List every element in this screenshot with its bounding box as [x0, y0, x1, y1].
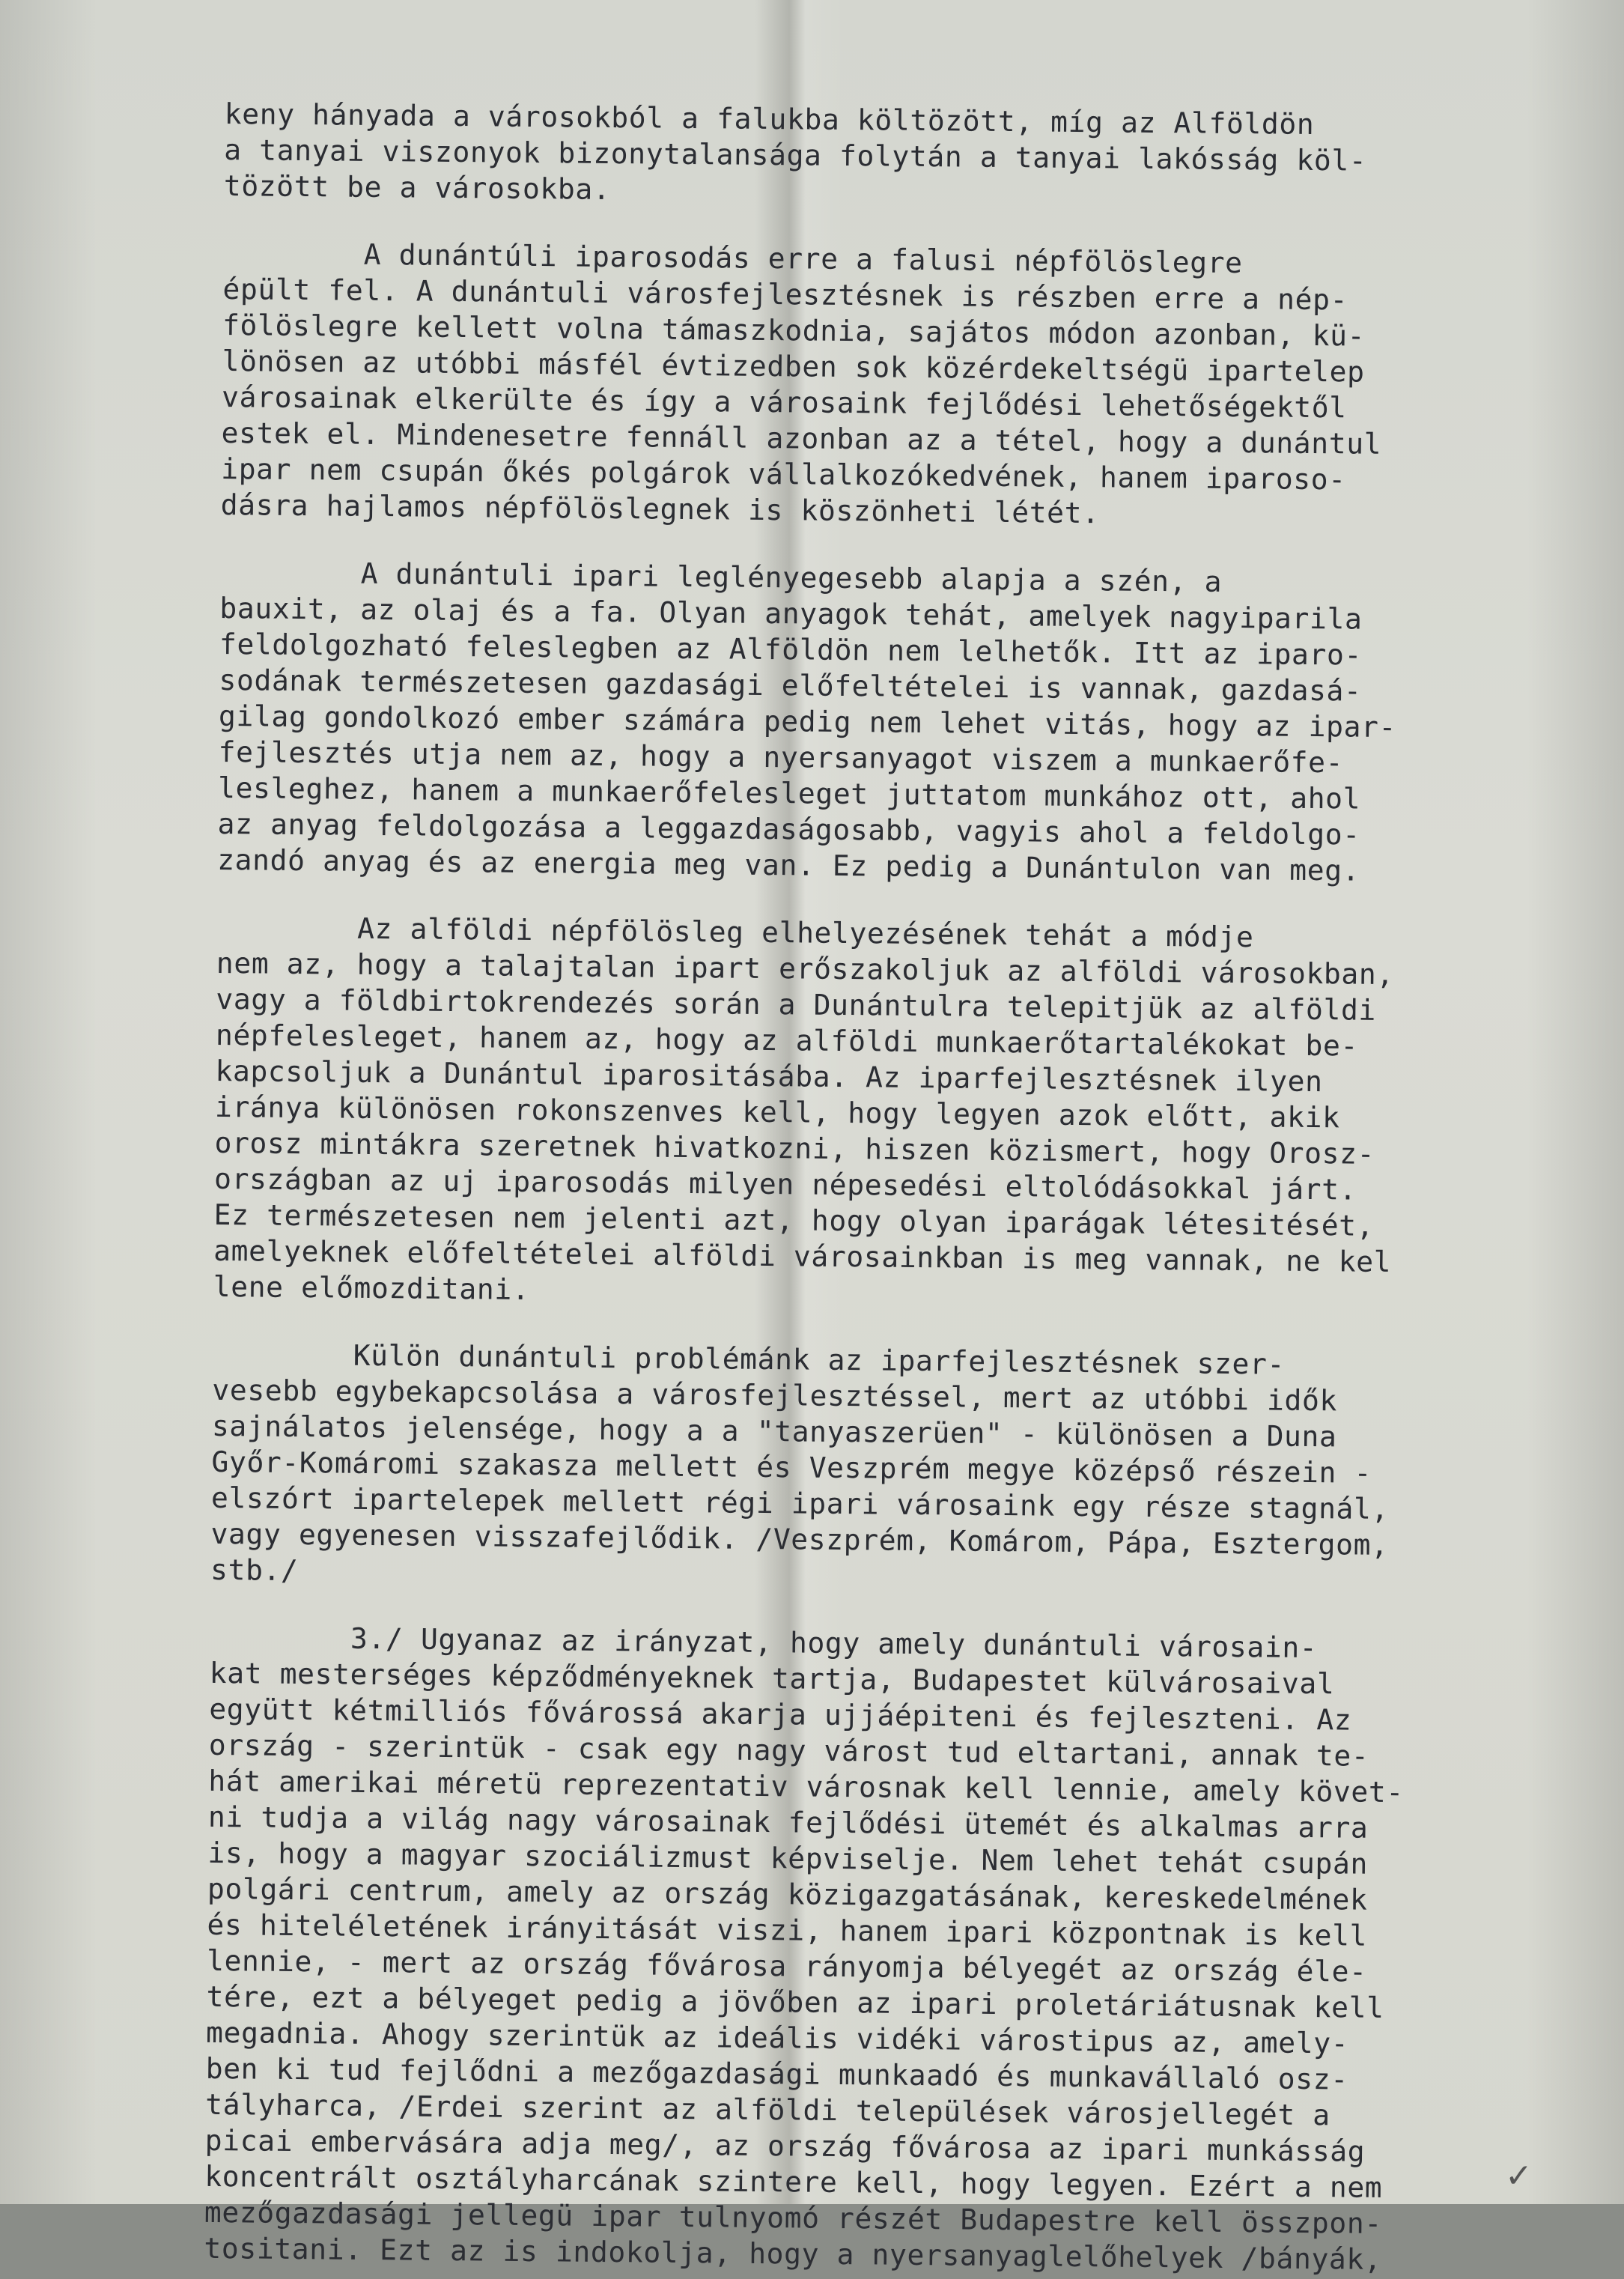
- text-line: tözött be a városokba.: [223, 169, 611, 206]
- text-line: megadnia. Ahogy szerintük az ideális vidéki várostipus az, amely-: [205, 2015, 1349, 2060]
- text-line: ben ki tud fejlődni a mezőgazdasági munkaadó és munkavállaló osz-: [205, 2051, 1348, 2096]
- text-line: kapcsoljuk a Dunántul iparositásába. Az iparfejlesztésnek ilyen: [215, 1054, 1323, 1099]
- text-line: sajnálatos jelensége, hogy a a "tanyaszerüen" - különösen a Duna: [211, 1409, 1337, 1454]
- text-line: Az alföldi népfölösleg elhelyezésének tehát a módje: [216, 910, 1254, 954]
- text-line: fölöslegre kellett volna támaszkodnia, sajátos módon azonban, kü-: [222, 308, 1366, 353]
- text-line: fejlesztés utja nem az, hogy a nyersanyagot viszem a munkaerőfe-: [218, 735, 1344, 780]
- text-line: vesebb egybekapcsolása a városfejlesztéssel, mert az utóbbi idők: [212, 1373, 1338, 1418]
- text-line: a tanyai viszonyok bizonytalansága folytán a tanyai lakósság köl-: [224, 133, 1367, 177]
- text-line: Ez természetesen nem jelenti azt, hogy olyan iparágak létesitését,: [213, 1198, 1375, 1242]
- document-body: [204, 96, 1572, 2279]
- text-line: népfelesleget, hanem az, hogy az alföldi munkaerőtartalékokat be-: [215, 1018, 1359, 1063]
- text-line: zandó anyag és az energia meg van. Ez pedig a Dunántulon van meg.: [216, 843, 1360, 887]
- text-line: Külön dunántuli problémánk az iparfejlesztésnek szer-: [212, 1337, 1286, 1381]
- text-line: estek el. Mindenesetre fennáll azonban az a tétel, hogy a dunántul: [221, 416, 1382, 461]
- text-line: A dunántúli iparosodás erre a falusi népfölöslegre: [222, 236, 1243, 280]
- text-line: hát amerikai méretü reprezentativ városnak kell lennie, amely követ-: [208, 1764, 1405, 1809]
- text-line: vagy egyenesen visszafejlődik. /Veszprém, Komárom, Pápa, Esztergom,: [210, 1517, 1389, 1562]
- text-line: együtt kétmilliós fővárossá akarja ujjáépiteni és fejleszteni. Az: [209, 1692, 1352, 1737]
- text-line: picai embervására adja meg/, az ország fővárosa az ipari munkásság: [204, 2123, 1366, 2168]
- text-line: tályharca, /Erdei szerint az alföldi települések városjellegét a: [205, 2087, 1330, 2132]
- text-line: amelyeknek előfeltételei alföldi városainkban is meg vannak, ne kel: [213, 1233, 1392, 1279]
- text-line: ni tudja a világ nagy városainak fejlődési ütemét és alkalmas arra: [207, 1800, 1369, 1845]
- text-line: feldolgozható feleslegben az Alföldön nem lelhetők. Itt az iparo-: [219, 627, 1363, 672]
- text-line: városainak elkerülte és így a városaink fejlődési lehetőségektől: [221, 380, 1347, 425]
- text-line: gilag gondolkozó ember számára pedig nem lehet vitás, hogy az ipar-: [218, 699, 1397, 744]
- check-mark-icon: ✓: [1505, 2157, 1533, 2195]
- text-line: mezőgazdasági jellegü ipar tulnyomó részét Budapestre kell összpon-: [204, 2195, 1383, 2240]
- text-line: lönösen az utóbbi másfél évtizedben sok közérdekeltségü ipartelep: [222, 344, 1365, 389]
- text-line: nem az, hogy a talajtalan ipart erőszakoljuk az alföldi városokban,: [216, 946, 1395, 992]
- paragraph-2: [221, 235, 1572, 535]
- text-line: lennie, - mert az ország fővárosa rányomja bélyegét az ország éle-: [206, 1943, 1367, 1988]
- text-line: is, hogy a magyar szociálizmust képviselje. Nem lehet tehát csupán: [207, 1836, 1369, 1881]
- text-line: bauxit, az olaj és a fa. Olyan anyagok tehát, amelyek nagyiparila: [219, 591, 1363, 636]
- paragraph-1: [224, 96, 1572, 216]
- text-line: épült fel. A dunántuli városfejlesztésnek is részben erre a nép-: [222, 272, 1348, 317]
- paragraph-5: [210, 1336, 1560, 1600]
- text-line: országban az uj iparosodás milyen népesedési eltolódásokkal járt.: [213, 1162, 1357, 1207]
- paragraph-6: [204, 1619, 1557, 2279]
- text-line: ország - szerintük - csak egy nagy várost tud eltartani, annak te-: [208, 1728, 1369, 1773]
- text-line: az anyag feldolgozása a leggazdaságosabb, vagyis ahol a feldolgo-: [217, 807, 1360, 852]
- text-line: vagy a földbirtokrendezés során a Dunántulra telepitjük az alföldi: [216, 982, 1377, 1027]
- text-line: dásra hajlamos népfölöslegnek is köszönheti létét.: [220, 488, 1100, 530]
- text-line: stb./: [210, 1553, 299, 1588]
- text-line: A dunántuli ipari leglényegesebb alapja a szén, a: [219, 555, 1223, 598]
- text-line: polgári centrum, amely az ország közigazgatásának, kereskedelmének: [207, 1872, 1368, 1917]
- text-line: sodának természetesen gazdasági előfeltételei is vannak, gazdasá-: [219, 663, 1362, 708]
- text-line: orosz mintákra szeretnek hivatkozni, hiszen közismert, hogy Orosz-: [214, 1126, 1375, 1171]
- text-line: Győr-Komáromi szakasza mellett és Veszprém megye középső részein -: [211, 1445, 1372, 1490]
- text-line: lene előmozditani.: [213, 1269, 530, 1306]
- text-line: iránya különösen rokonszenves kell, hogy legyen azok előtt, akik: [214, 1090, 1340, 1135]
- text-line: lesleghez, hanem a munkaerőfelesleget juttatom munkához ott, ahol: [217, 771, 1361, 816]
- paragraph-4: [213, 909, 1565, 1317]
- text-line: tére, ezt a bélyeget pedig a jövőben az ipari proletáriátusnak kell: [206, 1979, 1384, 2024]
- text-line: elszórt ipartelepek mellett régi ipari városaink egy része stagnál,: [210, 1481, 1390, 1526]
- text-line: tositani. Ezt az is indokolja, hogy a nyersanyaglelőhelyek /bányák,: [204, 2231, 1382, 2276]
- text-line: ipar nem csupán őkés polgárok vállalkozókedvének, hanem iparoso-: [221, 452, 1346, 497]
- text-line: kat mesterséges képződményeknek tartja, Budapestet külvárosaival: [209, 1656, 1335, 1701]
- paragraph-3: [217, 554, 1568, 890]
- text-line: koncentrált osztályharcának szintere kell, hogy legyen. Ezért a nem: [204, 2159, 1383, 2204]
- text-line: és hiteléletének irányitását viszi, hanem ipari központnak is kell: [207, 1908, 1368, 1952]
- text-line: 3./ Ugyanaz az irányzat, hogy amely dunántuli városain-: [210, 1620, 1318, 1665]
- text-line: keny hányada a városokból a falukba költözött, míg az Alföldön: [224, 97, 1315, 141]
